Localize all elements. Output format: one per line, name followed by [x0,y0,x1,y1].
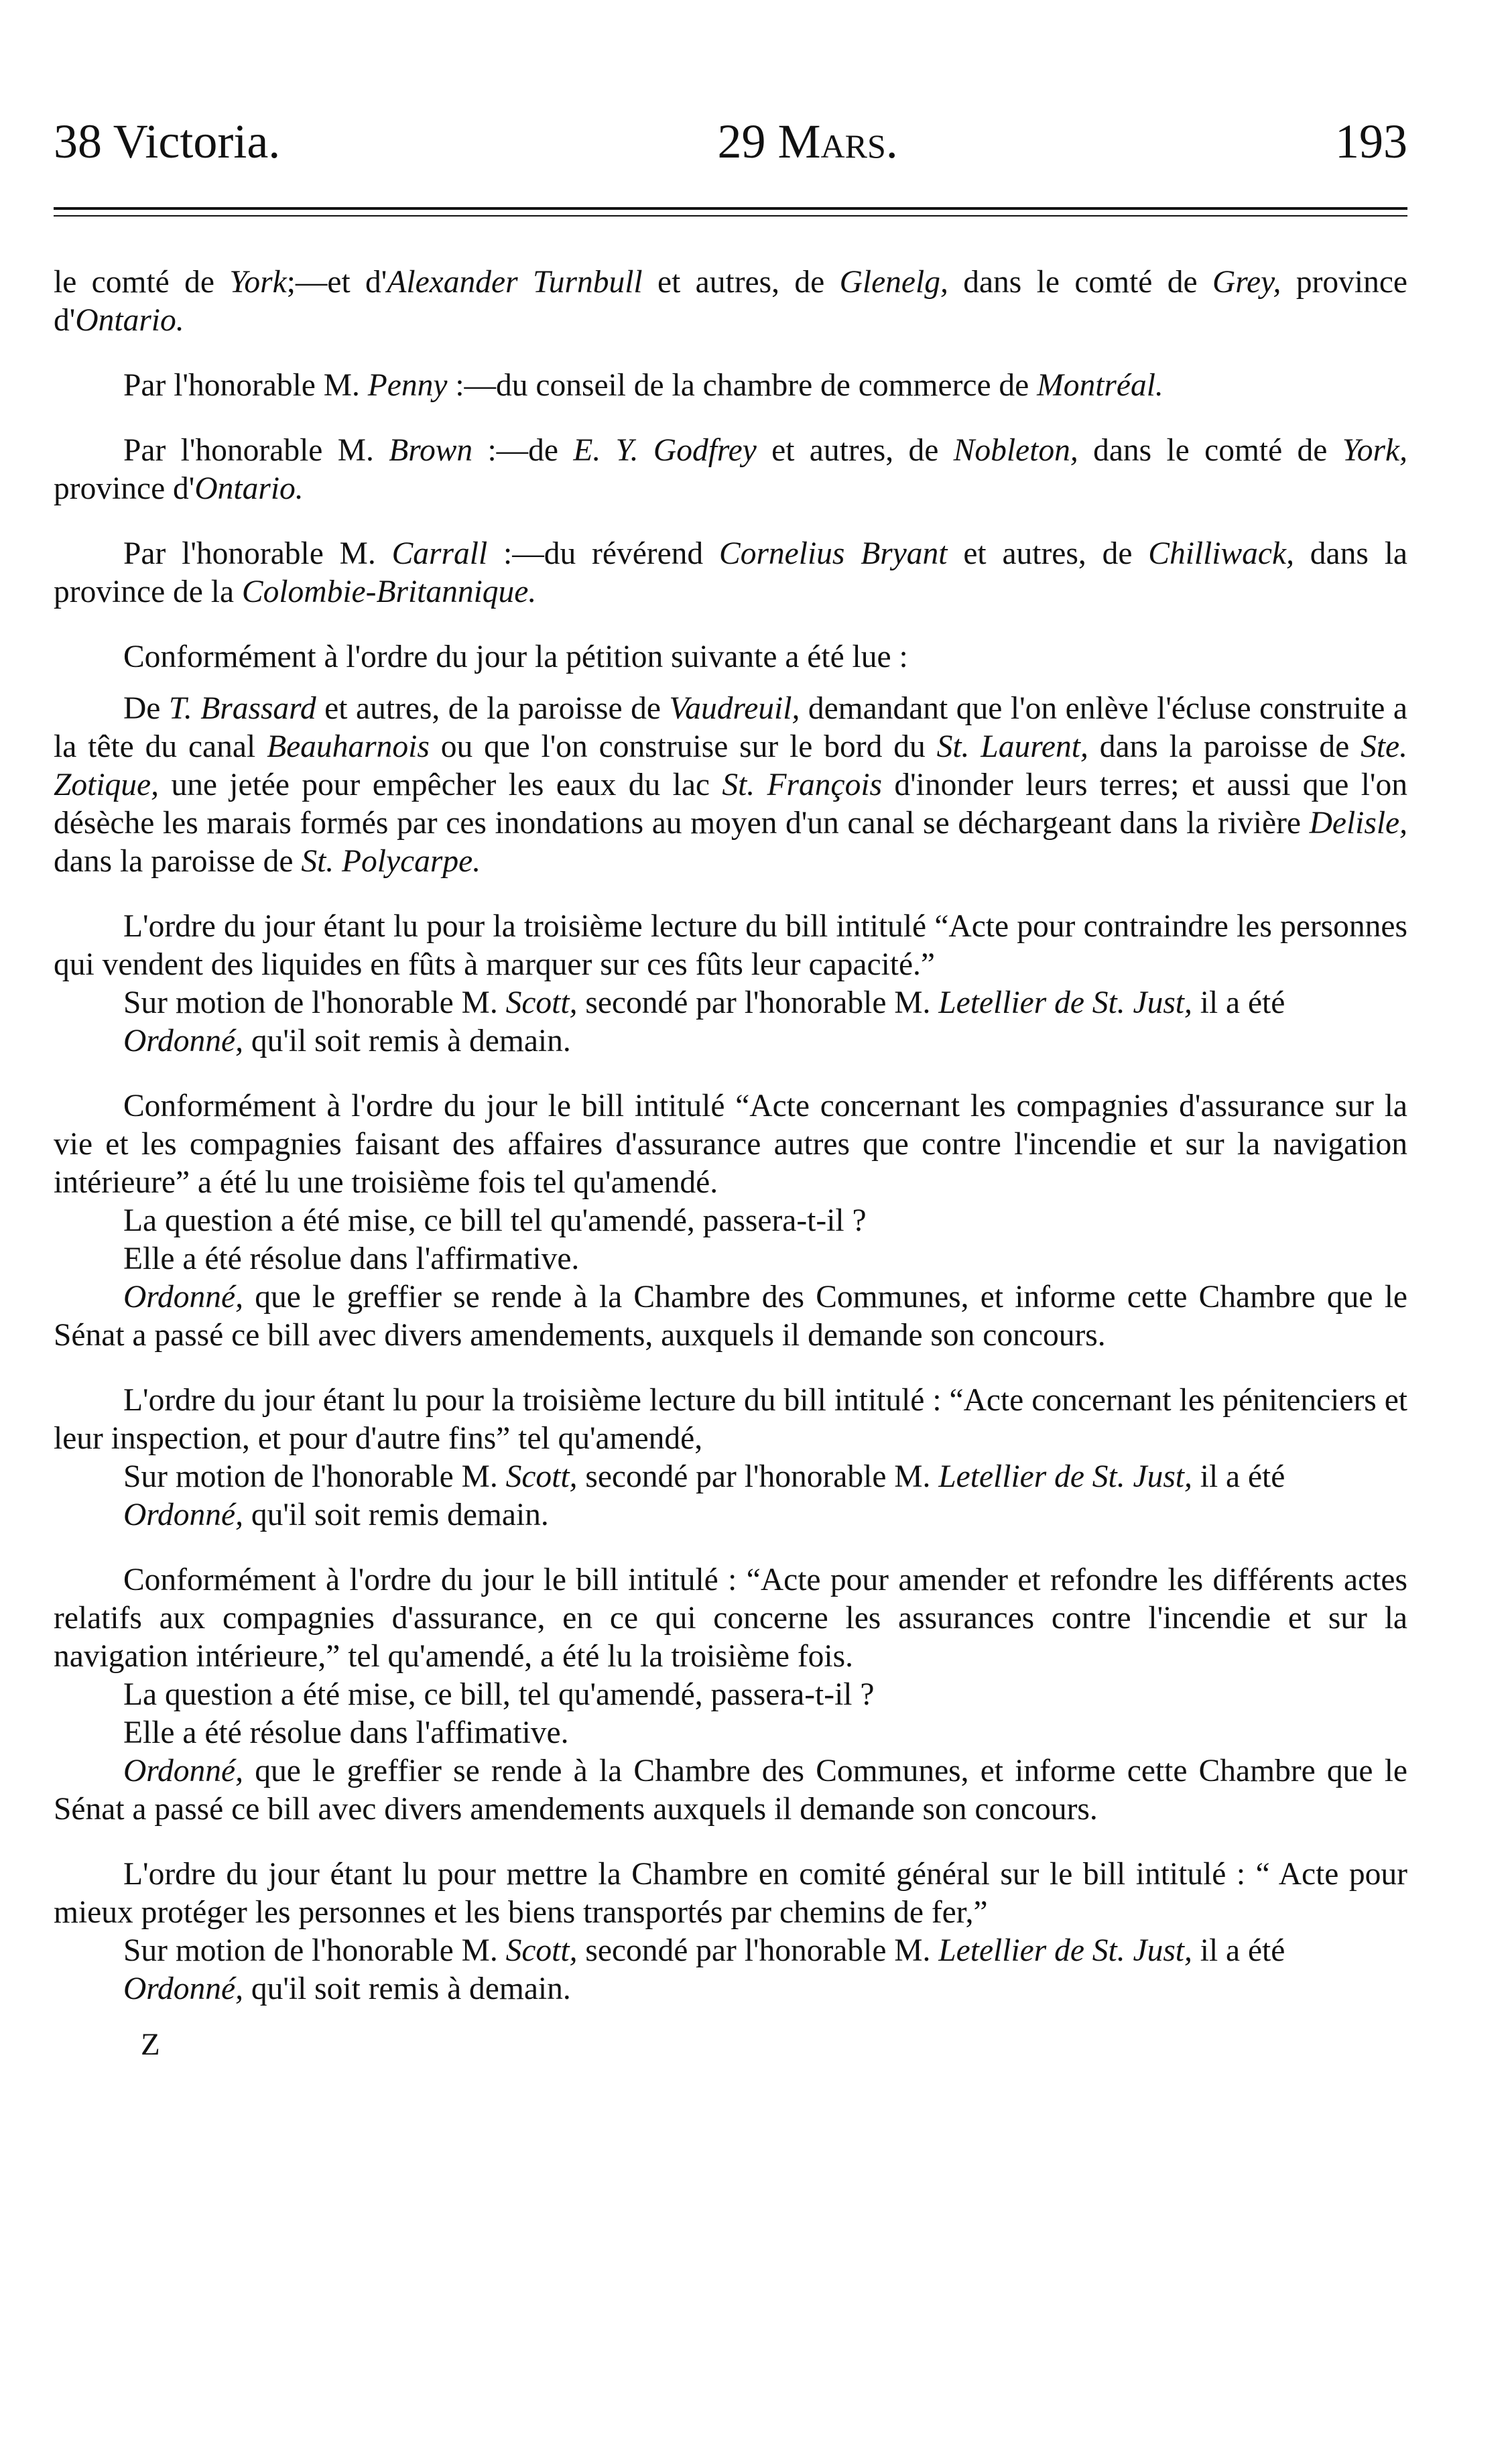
signature-mark: Z [141,2027,160,2062]
bill-liquides-motion: Sur motion de l'honorable M. Scott, secondé par l'honorable M. Letellier de St. Just, il a été [123,985,1285,1020]
rule-thin [54,215,1407,217]
petition-carrall: Par l'honorable M. Carrall :—du révérend Cornelius Bryant et autres, de Chilliwack, dans la province de la Colombie-Britannique. [54,536,1407,609]
bill-assurance-incendie-result: Elle a été résolue dans l'affimative. [123,1715,569,1750]
header-rule [54,207,1407,217]
bill-penitenciers-order: Ordonné, qu'il soit remis demain. [123,1498,549,1532]
bill-chemins-de-fer-reading: L'ordre du jour étant lu pour mettre la Chambre en comité général sur le bill intitulé : “ Acte pour mieux protéger les personnes et les biens transportés par chemins de fer,” [54,1857,1407,1930]
bill-penitenciers-motion: Sur motion de l'honorable M. Scott, secondé par l'honorable M. Letellier de St. Just, il a été [123,1459,1285,1494]
header-date: 29 Mars. [717,115,898,168]
bill-assurance-vie-reading: Conformément à l'ordre du jour le bill intitulé “Acte concernant les compagnies d'assurance sur la vie et les compagnies faisant des affaires d'assurance autres que contre l'incendie et sur la navigation intérieure” a été lu une troisième fois tel qu'amendé. [54,1089,1407,1200]
bill-chemins-de-fer-order: Ordonné, qu'il soit remis à demain. [123,1971,571,2006]
petition-continuation: le comté de York;—et d'Alexander Turnbull et autres, de Glenelg, dans le comté de Grey, province d'Ontario. [54,265,1407,338]
rule-thick [54,207,1407,210]
bill-chemins-de-fer-motion: Sur motion de l'honorable M. Scott, secondé par l'honorable M. Letellier de St. Just, il a été [123,1933,1285,1968]
page-header [54,117,1407,178]
header-session: 38 Victoria. [54,115,281,168]
petition-brown: Par l'honorable M. Brown :—de E. Y. Godfrey et autres, de Nobleton, dans le comté de York, province d'Ontario. [54,433,1407,506]
bill-assurance-vie-result: Elle a été résolue dans l'affirmative. [123,1241,580,1276]
bill-assurance-vie-order: Ordonné, que le greffier se rende à la Chambre des Communes, et informe cette Chambre que le Sénat a passé ce bill avec divers amendements, auxquels il demande son concours. [54,1280,1407,1353]
document-body [54,263,1407,2064]
page-number: 193 [1334,115,1407,168]
bill-assurance-incendie-question: La question a été mise, ce bill, tel qu'amendé, passera-t-il ? [123,1677,875,1712]
bill-assurance-vie-question: La question a été mise, ce bill tel qu'amendé, passera-t-il ? [123,1203,867,1238]
bill-liquides-order: Ordonné, qu'il soit remis à demain. [123,1024,571,1058]
petition-brassard: De T. Brassard et autres, de la paroisse de Vaudreuil, demandant que l'on enlève l'écluse construite a la tête du canal Beauharnois ou que l'on construise sur le bord du St. Laurent, dans la paroisse de Ste. Zotique, une jetée pour empêcher les eaux du lac St. François d'inonder leurs terres; et aussi que l'on désèche les marais formés par ces inondations au moyen d'un canal se déchargeant dans la rivière Delisle, dans la paroisse de St. Polycarpe. [54,691,1407,879]
petition-penny: Par l'honorable M. Penny :—du conseil de la chambre de commerce de Montréal. [123,368,1163,403]
bill-penitenciers-reading: L'ordre du jour étant lu pour la troisième lecture du bill intitulé : “Acte concernant les pénitenciers et leur inspection, et pour d'autre fins” tel qu'amendé, [54,1383,1407,1456]
bill-assurance-incendie-reading: Conformément à l'ordre du jour le bill intitulé : “Acte pour amender et refondre les différents actes relatifs aux compagnies d'assurance, en ce qui concerne les assurances contre l'incendie et sur la navigation intérieure,” tel qu'amendé, a été lu la troisième fois. [54,1563,1407,1674]
bill-liquides-reading: L'ordre du jour étant lu pour la troisième lecture du bill intitulé “Acte pour contraindre les personnes qui vendent des liquides en fûts à marquer sur ces fûts leur capacité.” [54,909,1407,982]
bill-assurance-incendie-order: Ordonné, que le greffier se rende à la Chambre des Communes, et informe cette Chambre que le Sénat a passé ce bill avec divers amendements auxquels il demande son concours. [54,1754,1407,1827]
petition-read-intro: Conformément à l'ordre du jour la pétition suivante a été lue : [123,639,908,674]
